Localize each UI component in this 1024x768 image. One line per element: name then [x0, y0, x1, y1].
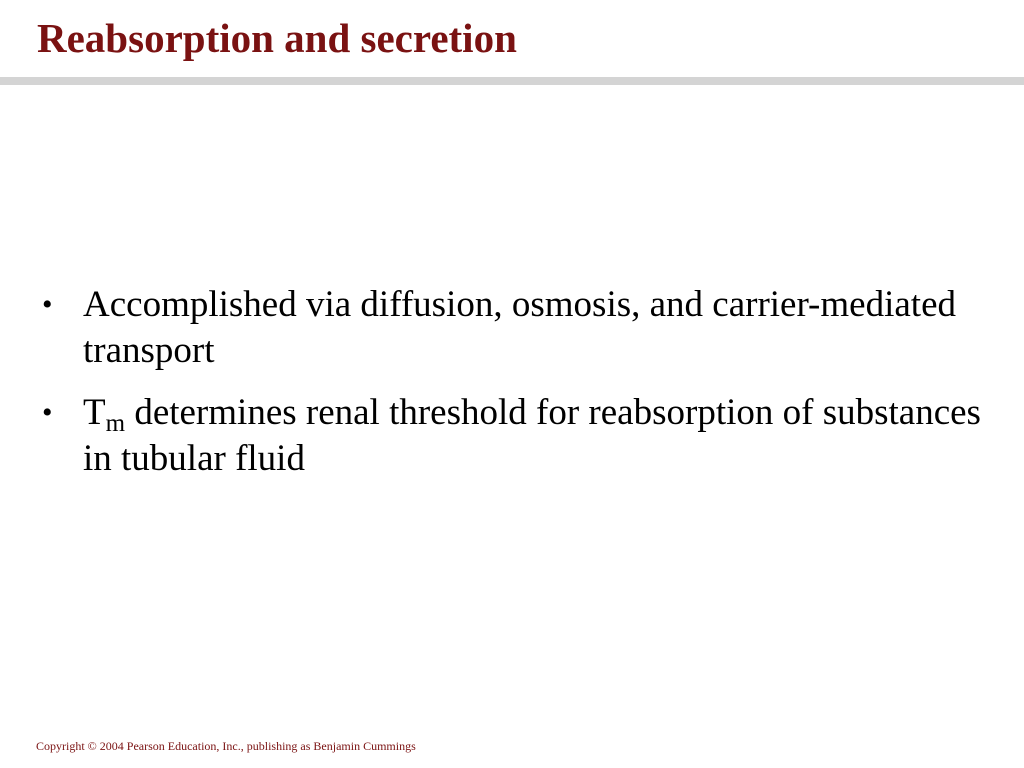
- bullet-item: [40, 282, 1000, 374]
- title-divider: [0, 77, 1024, 85]
- bullet-dot-icon: •: [42, 396, 53, 429]
- bullet-dot-icon: •: [42, 288, 53, 321]
- slide-title: Reabsorption and secretion: [37, 15, 517, 61]
- bullet-list: [40, 282, 1000, 498]
- copyright-footer: Copyright © 2004 Pearson Education, Inc., publishing as Benjamin Cummings: [36, 739, 416, 753]
- tm-subscript: m: [105, 410, 126, 437]
- tm-symbol: T: [83, 392, 106, 433]
- bullet-text: determines renal threshold for reabsorption of substances in tubular fluid: [83, 392, 981, 479]
- bullet-item: [40, 390, 1000, 482]
- bullet-text: Accomplished via diffusion, osmosis, and carrier-mediated transport: [83, 284, 956, 371]
